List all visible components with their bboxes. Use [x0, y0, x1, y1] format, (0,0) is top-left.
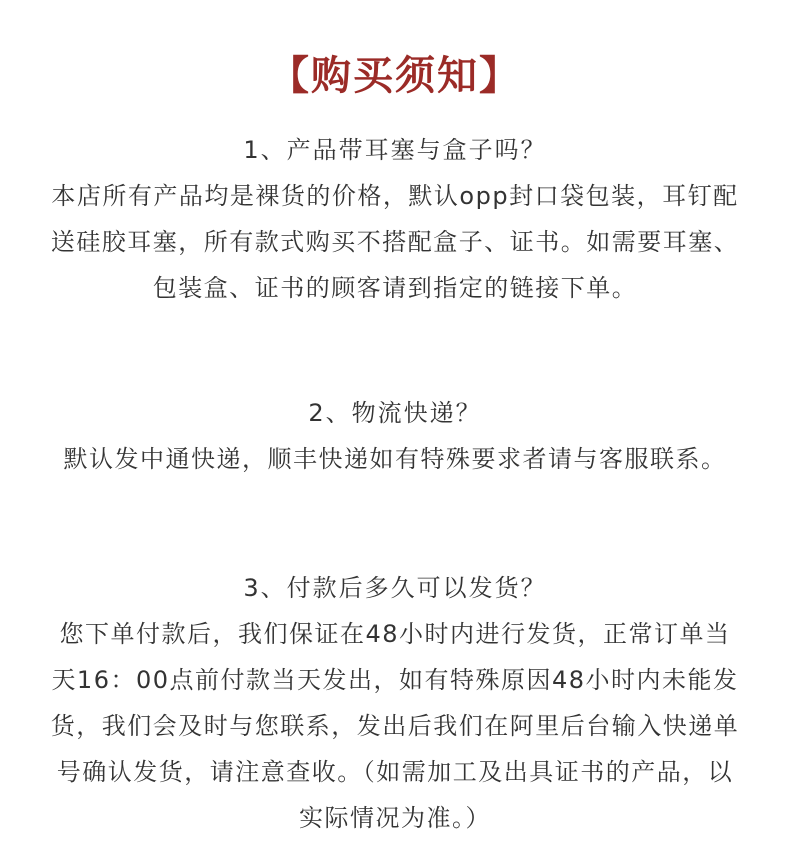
- faq-question: 1、产品带耳塞与盒子吗？: [243, 136, 547, 164]
- faq-answer-line: 货，我们会及时与您联系，发出后我们在阿里后台输入快递单: [50, 712, 740, 740]
- faq-answer-line: 天16：00点前付款当天发出，如有特殊原因48小时内未能发: [51, 666, 739, 694]
- faq-question: 2、物流快递？: [308, 399, 482, 427]
- faq-answer-line: 号确认发货，请注意查收。（如需加工及出具证书的产品，以: [56, 758, 734, 786]
- faq-answer-line: 送硅胶耳塞，所有款式购买不搭配盒子、证书。如需要耳塞、: [50, 228, 740, 256]
- faq-answer-line: 本店所有产品均是裸货的价格，默认opp封口袋包装，耳钉配: [51, 182, 739, 210]
- faq-answer-line: 实际情况为准。）: [299, 804, 491, 832]
- faq-answer-line: 包装盒、证书的顾客请到指定的链接下单。: [152, 274, 638, 302]
- faq-answer-line: 默认发中通快递，顺丰快递如有特殊要求者请与客服联系。: [63, 445, 727, 473]
- page-title: 【购买须知】: [269, 53, 521, 99]
- faq-section-dispatch-time: [30, 565, 760, 841]
- faq-section-shipping: [30, 390, 760, 482]
- faq-section-packaging: [30, 127, 760, 311]
- faq-answer-line: 您下单付款后，我们保证在48小时内进行发货，正常订单当: [59, 620, 731, 648]
- faq-question: 3、付款后多久可以发货？: [243, 574, 547, 602]
